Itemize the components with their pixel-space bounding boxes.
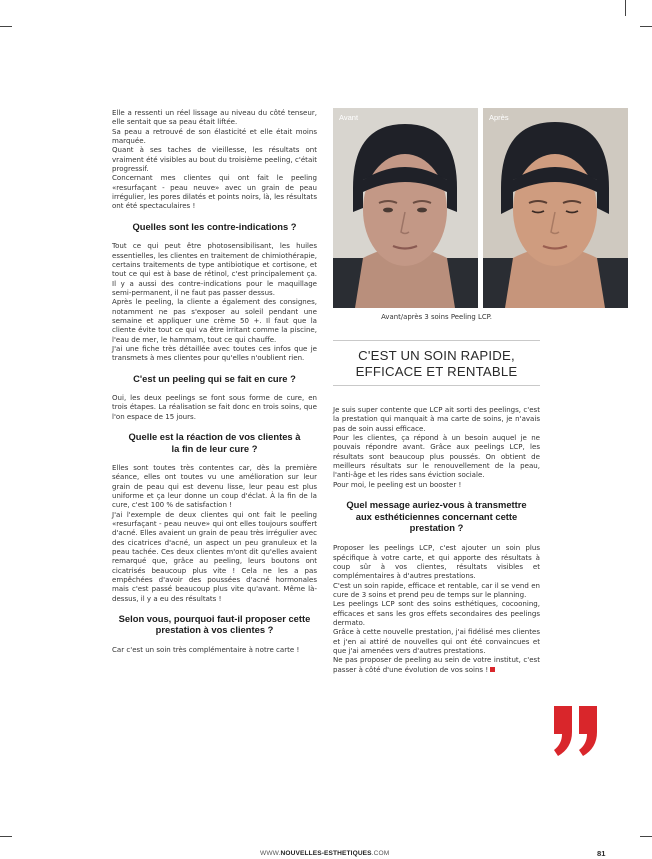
pull-quote bbox=[333, 340, 540, 386]
message-paragraph-1: Proposer les peelings LCP, c'est ajouter un soin plus spécifique à votre carte, et qui apporte des résultats à coup sûr à vos clientes, résultats visibles et complémentaires à d'autres prestations. bbox=[333, 543, 540, 581]
pull-quote-text: C'EST UN SOIN RAPIDE, EFFICACE ET RENTABLE bbox=[355, 348, 518, 379]
crop-mark-bottom-right bbox=[640, 836, 652, 837]
pull-quote-bottom-rule bbox=[333, 385, 540, 386]
after-label: Après bbox=[489, 113, 509, 122]
question-reaction: Quelle est la réaction de vos clientes à la fin de leur cure ? bbox=[128, 431, 301, 454]
photo-caption: Avant/après 3 soins Peeling LCP. bbox=[381, 313, 492, 321]
right-paragraph-2: Pour les clientes, ça répond à un besoin auquel je ne pouvais répondre avant. Grâce aux peelings LCP, les résultats sont beaucoup plus poussés. On obtient de meilleurs résultats sur le renouvellement de la peau, l'anti-âge et les rides sans éviction sociale. bbox=[333, 433, 540, 480]
before-face-image bbox=[333, 108, 478, 308]
before-after-photos bbox=[333, 108, 628, 308]
end-mark-icon bbox=[490, 667, 495, 672]
after-face-image bbox=[483, 108, 628, 308]
pull-quote-top-rule bbox=[333, 340, 540, 341]
footer-url[interactable] bbox=[260, 850, 389, 857]
before-label: Avant bbox=[339, 113, 359, 122]
crop-mark-top-right bbox=[640, 26, 652, 27]
crop-mark-bottom-left bbox=[0, 836, 12, 837]
right-column bbox=[333, 405, 540, 674]
question-message: Quel message auriez-vous à transmettre aux esthéticiennes concernant cette prestation ? bbox=[346, 499, 527, 533]
footer-url-prefix: WWW. bbox=[260, 850, 281, 857]
message-paragraph-3: Les peelings LCP sont des soins esthétiques, cocooning, efficaces et sans les gros effets secondaires des peelings dermato. bbox=[333, 599, 540, 628]
answer-contraindications-3: J'ai une fiche très détaillée avec toutes ces infos que je transmets à mes clientes pour qu'elles n'oublient rien. bbox=[112, 343, 317, 363]
crop-mark-top-right-vertical bbox=[625, 0, 626, 16]
question-cure: C'est un peeling qui se fait en cure ? bbox=[133, 372, 296, 384]
crop-mark-top-left bbox=[0, 26, 12, 27]
answer-why-propose: Car c'est un soin très complémentaire à notre carte ! bbox=[112, 644, 300, 654]
intro-paragraph-3: Quant à ses taches de vieillesse, les résultats ont vraiment été visibles au bout du troisième peeling, c'était progressif. bbox=[112, 145, 317, 174]
message-paragraph-5-text: Ne pas proposer de peeling au sein de votre institut, c'est passer à côté d'une évolution de vos soins ! bbox=[333, 655, 540, 674]
answer-cure: Oui, les deux peelings se font sous forme de cure, en trois étapes. La réalisation se fait donc en trois soins, que l'on espace de 15 jours. bbox=[112, 393, 317, 421]
intro-paragraph-4: Concernant mes clientes qui ont fait le peeling «resurfaçant - peau neuve» avec un grain de peau irrégulier, les pores dilatés et points noirs, là, les résultats ont été spectaculaires ! bbox=[112, 173, 317, 211]
intro-paragraph-2: Sa peau a retrouvé de son élasticité et elle était moins marquée. bbox=[112, 126, 317, 146]
after-photo bbox=[483, 108, 628, 308]
right-paragraph-3: Pour moi, le peeling est un booster ! bbox=[333, 479, 462, 489]
footer-url-brand: NOUVELLES-ESTHETIQUES bbox=[280, 850, 372, 857]
message-paragraph-4: Grâce à cette nouvelle prestation, j'ai fidélisé mes clientes et j'en ai attiré de nouvelles qui ont été convaincues et que j'ai amenées vers d'autres prestations. bbox=[333, 627, 540, 656]
question-contraindications: Quelles sont les contre-indications ? bbox=[132, 220, 297, 232]
message-paragraph-2: C'est un soin rapide, efficace et rentable, car il se vend en cure de 3 soins et prend peu de temps sur le planning. bbox=[333, 580, 540, 600]
footer-url-suffix: .COM bbox=[371, 850, 390, 857]
left-column bbox=[112, 108, 317, 654]
page-number: 81 bbox=[597, 849, 606, 858]
answer-reaction-1: Elles sont toutes très contentes car, dès la première séance, elles ont toutes vu une amélioration sur leur grain de peau qui est devenu lisse, leur peau est plus uniforme et ça leur donne un coup d'éclat. À la fin de la cure, c'est 100 % de satisfaction ! bbox=[112, 462, 317, 510]
question-why-propose: Selon vous, pourquoi faut-il proposer cette prestation à vos clientes ? bbox=[118, 613, 311, 636]
message-paragraph-5 bbox=[333, 655, 540, 674]
quote-mark-icon bbox=[552, 706, 600, 758]
answer-contraindications-1: Tout ce qui peut être photosensibilisant, les huiles essentielles, les clientes en traitement de chimiothérapie, certains traitements de type antibiotique et cortisone, et tout ce qui est à base de rétinol, c'est principalement ça. Il y a aussi des contre-indications pour le maquillage semi-permanent, il ne faut pas passer dessus. bbox=[112, 241, 317, 297]
before-photo bbox=[333, 108, 478, 308]
right-paragraph-1: Je suis super contente que LCP ait sorti des peelings, c'est la prestation qui manquait à ma carte de soins, je n'avais pas de soin aussi efficace. bbox=[333, 405, 540, 433]
answer-contraindications-2: Après le peeling, la cliente a également des consignes, notamment ne pas s'exposer au soleil pendant une semaine et appliquer une crème 50 +. Il faut que la cliente évite tout ce qui va être irritant comme la piscine, l'eau de mer, le hammam, tout ce qui chauffe. bbox=[112, 297, 317, 344]
intro-paragraph-1: Elle a ressenti un réel lissage au niveau du côté tenseur, elle sentait que sa peau était liftée. bbox=[112, 108, 317, 127]
answer-reaction-2: J'ai l'exemple de deux clientes qui ont fait le peeling «resurfaçant - peau neuve» qui ont elles toujours souffert d'acné. Elles avaient un grain de peau très irrégulier avec des cicatrices d'acné, un aspect un peu granuleux et la peau tachée. Ces deux clientes m'ont dit qu'elles avaient remarqué que, grâce au peeling, leurs boutons ont cicatrisés beaucoup plus vite ! Cela ne les a pas empêchées d'avoir des poussées d'acné hormonales mais c'est passé beaucoup plus vite qu'avant. Même là-dessus, il y a eu des résultats ! bbox=[112, 509, 317, 603]
